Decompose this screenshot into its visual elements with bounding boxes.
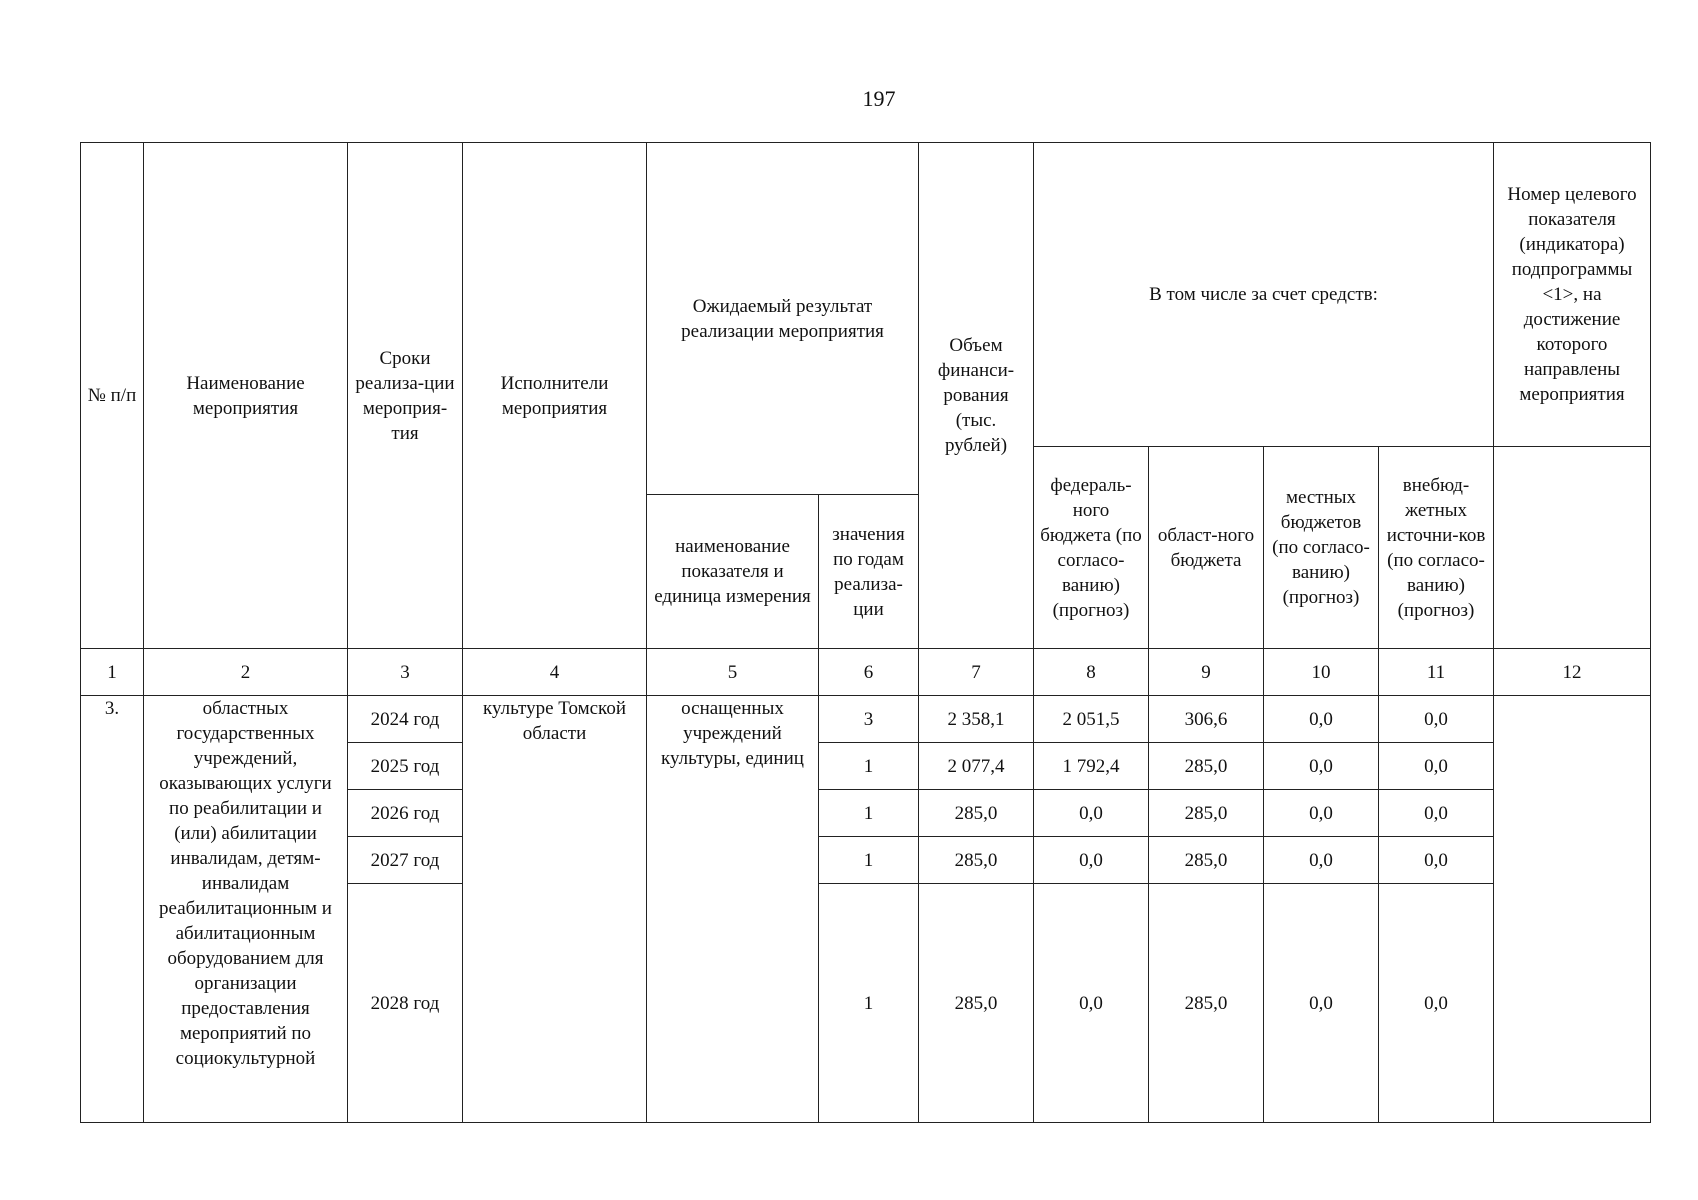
regional-funding: 285,0 — [1149, 743, 1264, 790]
year-cell: 2025 год — [348, 743, 463, 790]
header-number: № п/п — [81, 143, 144, 649]
regional-funding: 285,0 — [1149, 837, 1264, 884]
extrabudgetary-funding: 0,0 — [1379, 743, 1494, 790]
column-number: 1 — [81, 649, 144, 696]
entry-number: 3. — [81, 696, 144, 1123]
header-expected-result: Ожидаемый результат реализации мероприятия — [647, 143, 919, 495]
local-funding: 0,0 — [1264, 884, 1379, 1123]
header-indicator-values: значения по годам реализа-ции — [819, 495, 919, 649]
extrabudgetary-funding: 0,0 — [1379, 790, 1494, 837]
entry-indicator: оснащенных учреждений культуры, единиц — [647, 696, 819, 1123]
regional-funding: 285,0 — [1149, 884, 1264, 1123]
column-number: 2 — [144, 649, 348, 696]
header-executors: Исполнители мероприятия — [463, 143, 647, 649]
column-number: 5 — [647, 649, 819, 696]
column-number: 9 — [1149, 649, 1264, 696]
total-funding: 285,0 — [919, 790, 1034, 837]
federal-funding: 0,0 — [1034, 884, 1149, 1123]
federal-funding: 0,0 — [1034, 837, 1149, 884]
column-number: 10 — [1264, 649, 1379, 696]
header-funding-volume: Объем финанси-рования (тыс. рублей) — [919, 143, 1034, 649]
program-table — [80, 142, 1651, 1123]
local-funding: 0,0 — [1264, 790, 1379, 837]
column-number: 11 — [1379, 649, 1494, 696]
column-number: 4 — [463, 649, 647, 696]
indicator-value: 1 — [819, 884, 919, 1123]
extrabudgetary-funding: 0,0 — [1379, 884, 1494, 1123]
federal-funding: 1 792,4 — [1034, 743, 1149, 790]
entry-executor: культуре Томской области — [463, 696, 647, 1123]
regional-funding: 306,6 — [1149, 696, 1264, 743]
regional-funding: 285,0 — [1149, 790, 1264, 837]
header-target-indicator-blank — [1494, 447, 1651, 649]
total-funding: 285,0 — [919, 884, 1034, 1123]
local-funding: 0,0 — [1264, 743, 1379, 790]
header-funding-sources: В том числе за счет средств: — [1034, 143, 1494, 447]
column-number: 6 — [819, 649, 919, 696]
local-funding: 0,0 — [1264, 837, 1379, 884]
indicator-value: 1 — [819, 790, 919, 837]
table-row — [81, 696, 1651, 743]
column-number: 12 — [1494, 649, 1651, 696]
header-name: Наименование мероприятия — [144, 143, 348, 649]
header-local: местных бюджетов (по согласо-ванию) (прогноз) — [1264, 447, 1379, 649]
header-extrabudgetary: внебюд-жетных источни-ков (по согласо-ванию) (прогноз) — [1379, 447, 1494, 649]
header-terms: Сроки реализа-ции мероприя-тия — [348, 143, 463, 649]
federal-funding: 2 051,5 — [1034, 696, 1149, 743]
target-indicator-cell — [1494, 696, 1651, 1123]
extrabudgetary-funding: 0,0 — [1379, 696, 1494, 743]
year-cell: 2024 год — [348, 696, 463, 743]
entry-name: областных государственных учреждений, оказывающих услуги по реабилитации и (или) абилитации инвалидам, детям-инвалидам реабилитационным и абилитационным оборудованием для организации предоставления мероприятий по социокультурной — [144, 696, 348, 1123]
header-regional: област-ного бюджета — [1149, 447, 1264, 649]
federal-funding: 0,0 — [1034, 790, 1149, 837]
column-number-row — [81, 649, 1651, 696]
total-funding: 2 077,4 — [919, 743, 1034, 790]
header-federal: федераль-ного бюджета (по согласо-ванию) (прогноз) — [1034, 447, 1149, 649]
header-target-indicator: Номер целевого показателя (индикатора) подпрограммы <1>, на достижение которого направлены мероприятия — [1494, 143, 1651, 447]
indicator-value: 3 — [819, 696, 919, 743]
year-cell: 2028 год — [348, 884, 463, 1123]
extrabudgetary-funding: 0,0 — [1379, 837, 1494, 884]
page-number: 197 — [862, 86, 896, 111]
column-number: 3 — [348, 649, 463, 696]
year-cell: 2026 год — [348, 790, 463, 837]
indicator-value: 1 — [819, 837, 919, 884]
column-number: 7 — [919, 649, 1034, 696]
local-funding: 0,0 — [1264, 696, 1379, 743]
indicator-value: 1 — [819, 743, 919, 790]
total-funding: 2 358,1 — [919, 696, 1034, 743]
header-indicator-name: наименование показателя и единица измерения — [647, 495, 819, 649]
total-funding: 285,0 — [919, 837, 1034, 884]
year-cell: 2027 год — [348, 837, 463, 884]
column-number: 8 — [1034, 649, 1149, 696]
